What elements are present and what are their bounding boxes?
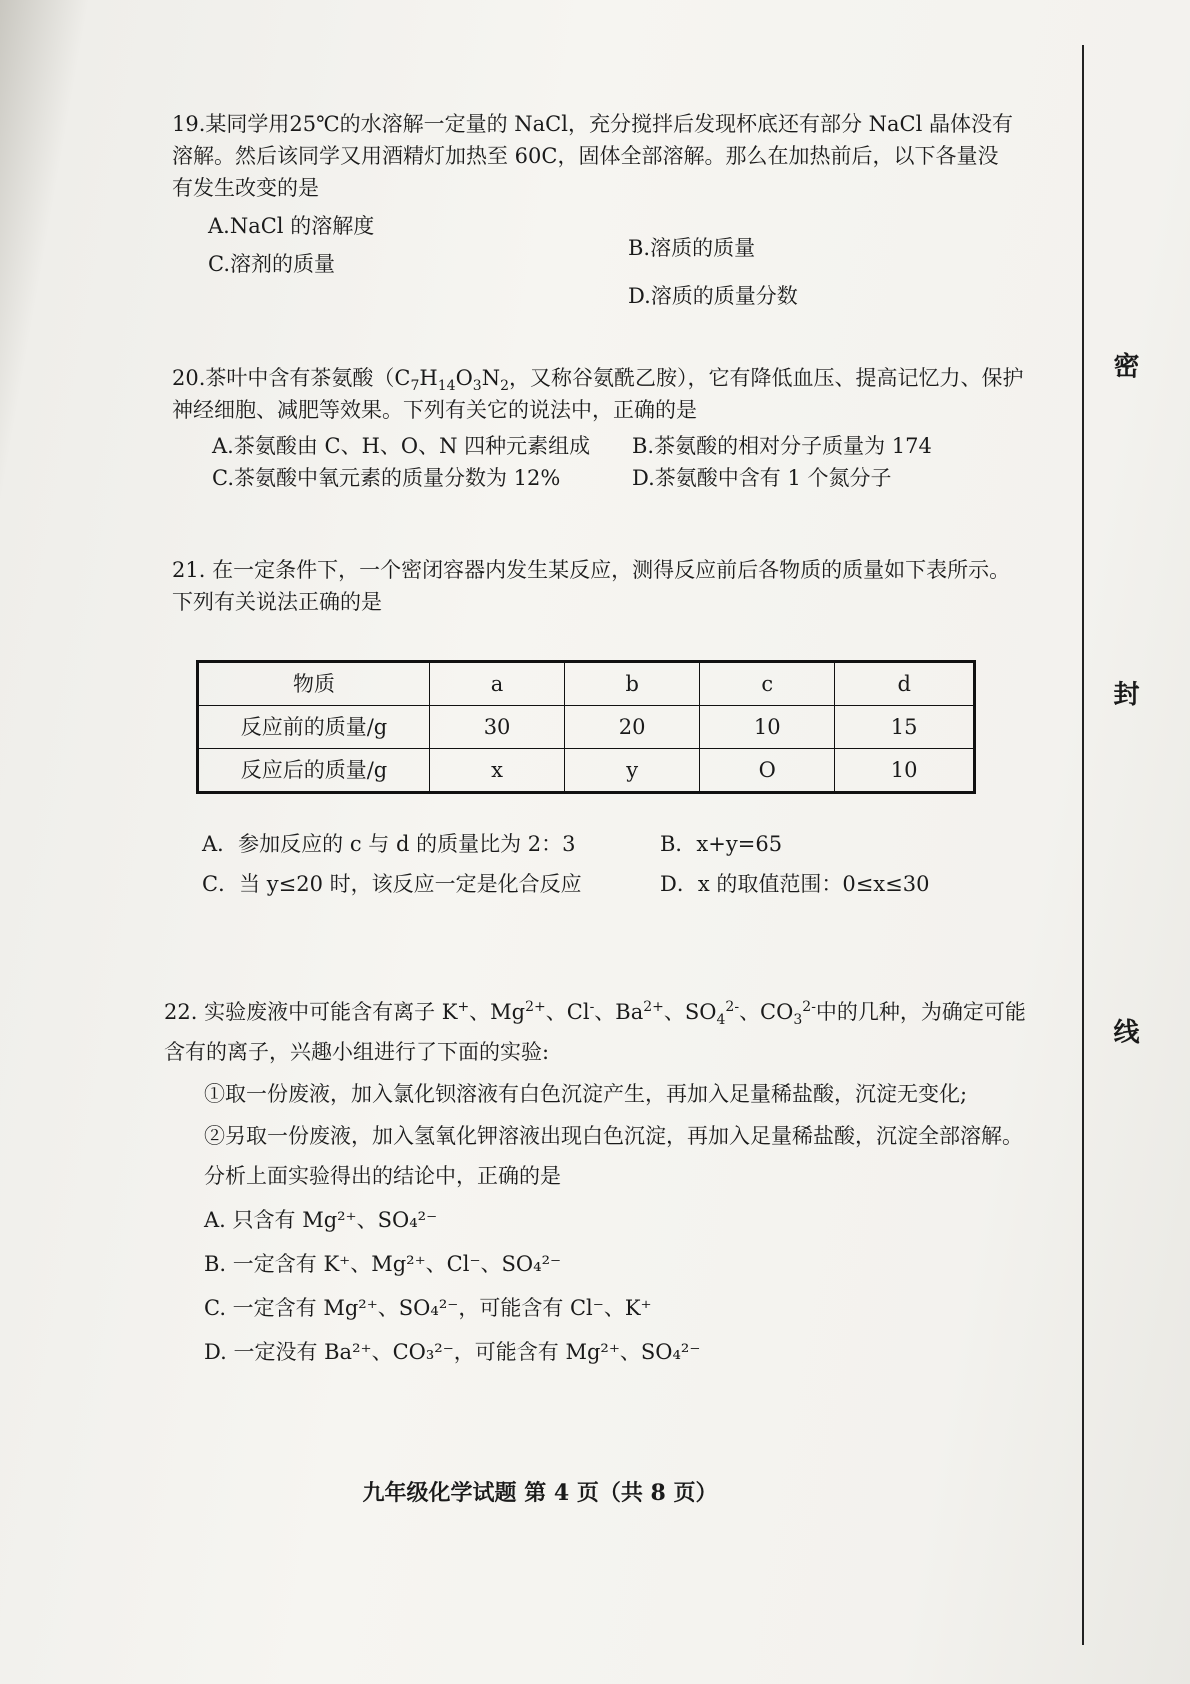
table-cell: O: [700, 749, 835, 793]
question-20: [172, 362, 1072, 494]
table-cell: 30: [430, 706, 565, 749]
table-row: [198, 706, 975, 749]
q19-option-d: D.溶质的质量分数: [628, 284, 798, 308]
table-header-cell: 物质: [198, 662, 430, 706]
q20-option-c: C.茶氨酸中氧元素的质量分数为 12%: [212, 466, 561, 490]
q20-stem-prefix: 20.茶叶中含有茶氨酸（: [172, 366, 395, 390]
q21-option-d: D．x 的取值范围：0≤x≤30: [660, 872, 930, 896]
q19-line-2: 溶解。然后该同学又用酒精灯加热至 60C，固体全部溶解。那么在加热前后，以下各量没: [172, 144, 999, 168]
q22-line-1: 22. 实验废液中可能含有离子 K+、$Mg^{2+}$、Cl-、$Ba^{2+}$、$SO_4^{2-}$、$CO_3^{2-}$中的几种，为确定可能: [164, 999, 1026, 1029]
q22-line-2: 含有的离子，兴趣小组进行了下面的实验:: [164, 1040, 550, 1064]
table-cell: 反应后的质量/g: [198, 749, 430, 793]
q20-line-2: 神经细胞、减肥等效果。下列有关它的说法中，正确的是: [172, 398, 697, 422]
q21-line-1: 21. 在一定条件下，一个密闭容器内发生某反应，测得反应前后各物质的质量如下表所示。: [172, 558, 1011, 582]
q20-line-1: [172, 362, 1072, 394]
table-cell: 10: [835, 749, 975, 793]
q19-line-1: 19.某同学用25℃的水溶解一定量的 NaCl，充分搅拌后发现杯底还有部分 NaCl 晶体没有: [172, 112, 1013, 136]
q22-option-a: A. 只含有 Mg²⁺、SO₄²⁻: [204, 1208, 438, 1232]
table-header-cell: b: [565, 662, 700, 706]
q20-option-b: B.茶氨酸的相对分子质量为 174: [632, 434, 932, 458]
page-footer: 九年级化学试题 第 4 页（共 8 页）: [362, 1480, 718, 1506]
q21-option-b: B．x+y=65: [660, 832, 783, 856]
question-19: [172, 108, 1072, 312]
q22-option-d: D. 一定没有 Ba²⁺、CO₃²⁻，可能含有 Mg²⁺、SO₄²⁻: [204, 1340, 701, 1364]
q19-option-a: A.NaCl 的溶解度: [208, 214, 375, 238]
table-cell: y: [565, 749, 700, 793]
table-cell: 20: [565, 706, 700, 749]
q20-formula: $C_7H_{14}O_3N_2$: [394, 366, 509, 395]
question-22: [164, 996, 1084, 1368]
q21-option-c: C．当 y≤20 时，该反应一定是化合反应: [202, 872, 582, 896]
question-21: [172, 554, 1072, 900]
table-cell: 反应前的质量/g: [198, 706, 430, 749]
table-cell: x: [430, 749, 565, 793]
q22-step-1: ①取一份废液，加入氯化钡溶液有白色沉淀产生，再加入足量稀盐酸，沉淀无变化;: [204, 1082, 968, 1106]
table-header-cell: d: [835, 662, 975, 706]
side-label-xian: 线: [1109, 1018, 1139, 1044]
q21-option-a: A．参加反应的 c 与 d 的质量比为 2：3: [202, 832, 576, 856]
q19-option-c: C.溶剂的质量: [208, 252, 335, 276]
side-label-mi: 密: [1109, 352, 1139, 378]
table-header-cell: c: [700, 662, 835, 706]
q22-option-b: B. 一定含有 K⁺、Mg²⁺、Cl⁻、SO₄²⁻: [204, 1252, 562, 1276]
q20-option-a: A.茶氨酸由 C、H、O、N 四种元素组成: [212, 434, 591, 458]
table-cell: 15: [835, 706, 975, 749]
side-label-feng: 封: [1109, 680, 1139, 706]
q19-line-3: 有发生改变的是: [172, 176, 319, 200]
table-header-cell: a: [430, 662, 565, 706]
table-row: [198, 749, 975, 793]
q22-option-c: C. 一定含有 Mg²⁺、SO₄²⁻，可能含有 Cl⁻、K⁺: [204, 1296, 652, 1320]
q20-option-d: D.茶氨酸中含有 1 个氮分子: [632, 466, 892, 490]
table-header-row: [198, 662, 975, 706]
mass-table: [196, 660, 976, 794]
q21-line-2: 下列有关说法正确的是: [172, 590, 382, 614]
table-cell: 10: [700, 706, 835, 749]
binding-line: [1082, 45, 1084, 1645]
q22-step-2: ②另取一份废液，加入氢氧化钾溶液出现白色沉淀，再加入足量稀盐酸，沉淀全部溶解。: [204, 1124, 1023, 1148]
q19-option-b: B.溶质的质量: [628, 236, 756, 260]
q20-stem-suffix: ，又称谷氨酰乙胺），它有降低血压、提高记忆力、保护: [509, 366, 1024, 390]
q22-analysis: 分析上面实验得出的结论中，正确的是: [204, 1164, 561, 1188]
